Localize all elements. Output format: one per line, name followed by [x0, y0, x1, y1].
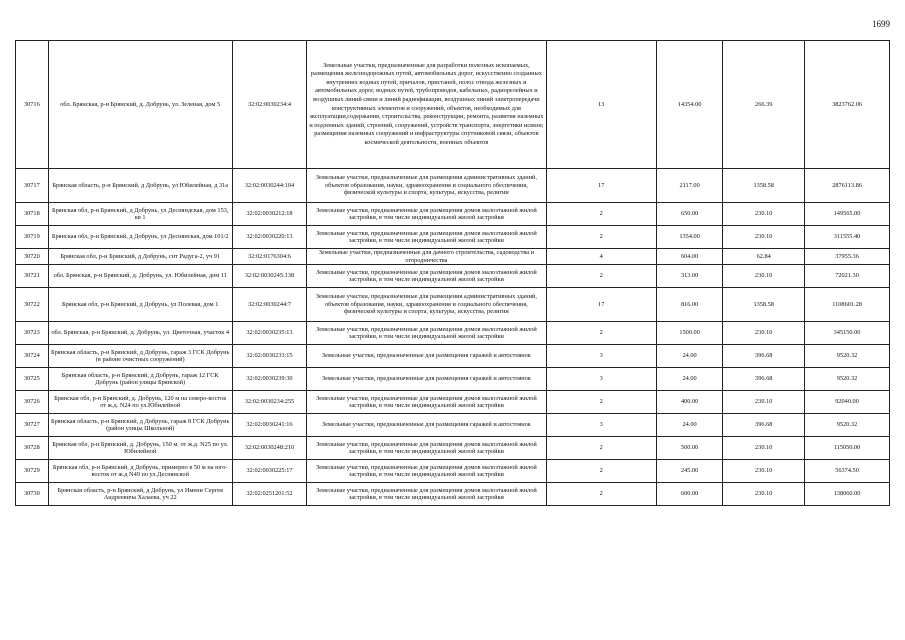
- row-number: 30727: [16, 414, 49, 437]
- cadastral-value-cell: 115050.00: [805, 437, 890, 460]
- address-cell: обл. Брянская, р-н Брянский, д. Добрунь, ул. Зеленая, дом 5: [48, 41, 232, 169]
- cadastral-number-cell: 32:02:0030234:4: [232, 41, 307, 169]
- area-cell: 2117.00: [656, 169, 722, 203]
- row-number: 30724: [16, 345, 49, 368]
- address-cell: Брянская обл, р-н Брянский, д. Добрунь, 150 м. от ж.д. N25 по ул. Юбилейной: [48, 437, 232, 460]
- cadastral-number-cell: 32:02:0030248:210: [232, 437, 307, 460]
- row-number: 30725: [16, 368, 49, 391]
- cadastral-number-cell: 32:02:0030245:138: [232, 265, 307, 288]
- land-use-cell: Земельные участки, предназначенные для дачного строительства, садоводства и огородничества: [307, 249, 546, 265]
- group-number-cell: 2: [546, 322, 656, 345]
- table-row: [16, 460, 890, 483]
- table-row: [16, 483, 890, 506]
- area-cell: 400.00: [656, 391, 722, 414]
- cadastral-value-cell: 37955.36: [805, 249, 890, 265]
- land-use-cell: Земельные участки, предназначенные для размещения домов малоэтажной жилой застройки, в том числе индивидуальной жилой застройки: [307, 460, 546, 483]
- address-cell: Брянская обл, р-н Брянский, д Добрунь, примерно в 50 м на юго-восток от ж.д N49 по ул.Деснянской: [48, 460, 232, 483]
- table-row: [16, 391, 890, 414]
- address-cell: Брянская область, р-н Брянский, д Добрунь, гараж 12 ГСК Добрунь (район улицы Брянской): [48, 368, 232, 391]
- land-use-cell: Земельные участки, предназначенные для размещения домов малоэтажной жилой застройки, в том числе индивидуальной жилой застройки: [307, 483, 546, 506]
- row-number: 30716: [16, 41, 49, 169]
- cadastral-value-cell: 3823762.06: [805, 41, 890, 169]
- address-cell: Брянская область, р-н Брянский, д Добрунь, ул Юбилейная, д 31а: [48, 169, 232, 203]
- cadastral-value-cell: 9520.32: [805, 414, 890, 437]
- table-row: [16, 345, 890, 368]
- cadastral-value-cell: 149565.00: [805, 203, 890, 226]
- cadastral-number-cell: 32:02:0251201:52: [232, 483, 307, 506]
- address-cell: Брянская область, р-н Брянский, д Добрунь, гараж 8 ГСК Добрунь (район улицы Школьной): [48, 414, 232, 437]
- row-number: 30718: [16, 203, 49, 226]
- cadastral-value-cell: 2876113.86: [805, 169, 890, 203]
- group-number-cell: 3: [546, 345, 656, 368]
- area-cell: 313.00: [656, 265, 722, 288]
- cadastral-number-cell: 32:02:0030234:255: [232, 391, 307, 414]
- land-use-cell: Земельные участки, предназначенные для размещения домов малоэтажной жилой застройки, в том числе индивидуальной жилой застройки: [307, 226, 546, 249]
- group-number-cell: 2: [546, 483, 656, 506]
- row-number: 30717: [16, 169, 49, 203]
- specific-value-cell: 230.10: [723, 226, 805, 249]
- row-number: 30719: [16, 226, 49, 249]
- group-number-cell: 13: [546, 41, 656, 169]
- land-use-cell: Земельные участки, предназначенные для размещения гаражей и автостоянок: [307, 368, 546, 391]
- row-number: 30728: [16, 437, 49, 460]
- cadastral-value-cell: 1108601.28: [805, 288, 890, 322]
- table-row: [16, 288, 890, 322]
- row-number: 30729: [16, 460, 49, 483]
- row-number: 30722: [16, 288, 49, 322]
- specific-value-cell: 230.10: [723, 203, 805, 226]
- table-row: [16, 414, 890, 437]
- cadastral-number-cell: 32:02:0030220:13: [232, 226, 307, 249]
- table-row: [16, 265, 890, 288]
- specific-value-cell: 1358.58: [723, 288, 805, 322]
- cadastral-number-cell: 32:02:0176304:6: [232, 249, 307, 265]
- area-cell: 604.00: [656, 249, 722, 265]
- group-number-cell: 2: [546, 437, 656, 460]
- address-cell: Брянская область, р-н Брянский, д Добрунь, ул Имени Сергея Андреевича Халаева, уч 22: [48, 483, 232, 506]
- cadastral-number-cell: 32:02:0030241:16: [232, 414, 307, 437]
- group-number-cell: 2: [546, 265, 656, 288]
- specific-value-cell: 1358.58: [723, 169, 805, 203]
- table-row: [16, 226, 890, 249]
- table-row: [16, 437, 890, 460]
- address-cell: Брянская область, р-н Брянский, д Добрунь, гараж 3 ГСК Добрунь (в районе очистных сооружений): [48, 345, 232, 368]
- specific-value-cell: 396.68: [723, 368, 805, 391]
- row-number: 30723: [16, 322, 49, 345]
- table-row: [16, 322, 890, 345]
- cadastral-value-cell: 72021.30: [805, 265, 890, 288]
- cadastral-value-cell: 311555.40: [805, 226, 890, 249]
- land-use-cell: Земельные участки, предназначенные для размещения гаражей и автостоянок: [307, 345, 546, 368]
- address-cell: Брянская обл, р-н Брянский, д. Добрунь, 120 м на северо-восток от ж.д. N24 по ул.Юбилейной: [48, 391, 232, 414]
- specific-value-cell: 266.39: [723, 41, 805, 169]
- cadastral-number-cell: 32:02:0030235:13: [232, 322, 307, 345]
- area-cell: 1354.00: [656, 226, 722, 249]
- group-number-cell: 3: [546, 414, 656, 437]
- specific-value-cell: 230.10: [723, 483, 805, 506]
- specific-value-cell: 230.10: [723, 437, 805, 460]
- cadastral-value-cell: 9520.32: [805, 345, 890, 368]
- land-use-cell: Земельные участки, предназначенные для размещения домов малоэтажной жилой застройки, в том числе индивидуальной жилой застройки: [307, 265, 546, 288]
- address-cell: Брянская обл, р-н Брянский, д Добрунь, снт Радуга-2, уч 91: [48, 249, 232, 265]
- area-cell: 500.00: [656, 437, 722, 460]
- land-use-cell: Земельные участки, предназначенные для размещения домов малоэтажной жилой застройки, в том числе индивидуальной жилой застройки: [307, 203, 546, 226]
- cadastral-value-cell: 92040.00: [805, 391, 890, 414]
- cadastral-number-cell: 32:02:0030212:18: [232, 203, 307, 226]
- row-number: 30721: [16, 265, 49, 288]
- address-cell: обл. Брянская, р-н Брянский, д. Добрунь, ул. Цветочная, участок 4: [48, 322, 232, 345]
- group-number-cell: 17: [546, 169, 656, 203]
- area-cell: 816.00: [656, 288, 722, 322]
- area-cell: 650.00: [656, 203, 722, 226]
- address-cell: обл. Брянская, р-н Брянский, д. Добрунь, ул. Юбилейная, дом 11: [48, 265, 232, 288]
- cadastral-number-cell: 32:02:0030233:15: [232, 345, 307, 368]
- group-number-cell: 2: [546, 203, 656, 226]
- land-use-cell: Земельные участки, предназначенные для разработки полезных ископаемых, размещения железнодорожных путей, автомобильных дорог, искусственно созданных внутренних водных путей, причалов, пристаней, полос отвода железных и автомобильных дорог, водных путей, трубопроводов, кабельных, радиорелейных и воздушных линий связи и линий радиофикации, воздушных линий электропередачи конструктивных элементов и сооружений, объектов, необходимых для эксплуатации,содержания, строительства, реконструкции, ремонта, развития наземных и подземных зданий, строений, сооружений, устройств транспорта, энергетики исвязи; размещения наземных сооружений и инфраструктуры спутниковой связи, объектов космической деятельности, военных объектов: [307, 41, 546, 169]
- table-row: [16, 41, 890, 169]
- specific-value-cell: 396.68: [723, 414, 805, 437]
- row-number: 30726: [16, 391, 49, 414]
- land-use-cell: Земельные участки, предназначенные для размещения гаражей и автостоянок: [307, 414, 546, 437]
- specific-value-cell: 230.10: [723, 265, 805, 288]
- cadastral-number-cell: 32:02:0030244:104: [232, 169, 307, 203]
- table-body: [16, 41, 890, 506]
- specific-value-cell: 62.84: [723, 249, 805, 265]
- group-number-cell: 2: [546, 460, 656, 483]
- row-number: 30730: [16, 483, 49, 506]
- specific-value-cell: 396.68: [723, 345, 805, 368]
- table-row: [16, 203, 890, 226]
- area-cell: 245.00: [656, 460, 722, 483]
- cadastral-value-cell: 138060.00: [805, 483, 890, 506]
- land-use-cell: Земельные участки, предназначенные для размещения домов малоэтажной жилой застройки, в том числе индивидуальной жилой застройки: [307, 391, 546, 414]
- cadastral-value-cell: 9520.32: [805, 368, 890, 391]
- table-row: [16, 249, 890, 265]
- group-number-cell: 3: [546, 368, 656, 391]
- cadastral-number-cell: 32:02:0030225:17: [232, 460, 307, 483]
- table-row: [16, 368, 890, 391]
- address-cell: Брянская обл, р-н Брянский, д Добрунь, ул Деснянская, дом 101/2: [48, 226, 232, 249]
- address-cell: Брянская обл, р-н Брянский, д Добрунь, ул Полевая, дом 1: [48, 288, 232, 322]
- table-row: [16, 169, 890, 203]
- land-use-cell: Земельные участки, предназначенные для размещения административных зданий, объектов образования, науки, здравоохранения и социального обеспечения, физической культуры и спорта, культуры, искусства, религии: [307, 288, 546, 322]
- area-cell: 14354.00: [656, 41, 722, 169]
- area-cell: 1500.00: [656, 322, 722, 345]
- specific-value-cell: 230.10: [723, 460, 805, 483]
- cadastral-value-table: [15, 40, 890, 506]
- row-number: 30720: [16, 249, 49, 265]
- group-number-cell: 2: [546, 391, 656, 414]
- specific-value-cell: 230.10: [723, 391, 805, 414]
- area-cell: 24.00: [656, 345, 722, 368]
- cadastral-value-cell: 56374.50: [805, 460, 890, 483]
- cadastral-number-cell: 32:02:0030239:30: [232, 368, 307, 391]
- page-number: 1699: [872, 19, 890, 29]
- group-number-cell: 2: [546, 226, 656, 249]
- address-cell: Брянская обл, р-н Брянский, д Добрунь, ул Десняндская, дом 153, кв 1: [48, 203, 232, 226]
- area-cell: 24.00: [656, 414, 722, 437]
- group-number-cell: 4: [546, 249, 656, 265]
- area-cell: 600.00: [656, 483, 722, 506]
- group-number-cell: 17: [546, 288, 656, 322]
- area-cell: 24.00: [656, 368, 722, 391]
- land-use-cell: Земельные участки, предназначенные для размещения домов малоэтажной жилой застройки, в том числе индивидуальной жилой застройки: [307, 322, 546, 345]
- land-use-cell: Земельные участки, предназначенные для размещения административных зданий, объектов образования, науки, здравоохранения и социального обеспечения, физической культуры и спорта, культуры, искусства, религии: [307, 169, 546, 203]
- cadastral-number-cell: 32:02:0030244:7: [232, 288, 307, 322]
- cadastral-value-cell: 345150.00: [805, 322, 890, 345]
- land-use-cell: Земельные участки, предназначенные для размещения домов малоэтажной жилой застройки, в том числе индивидуальной жилой застройки: [307, 437, 546, 460]
- specific-value-cell: 230.10: [723, 322, 805, 345]
